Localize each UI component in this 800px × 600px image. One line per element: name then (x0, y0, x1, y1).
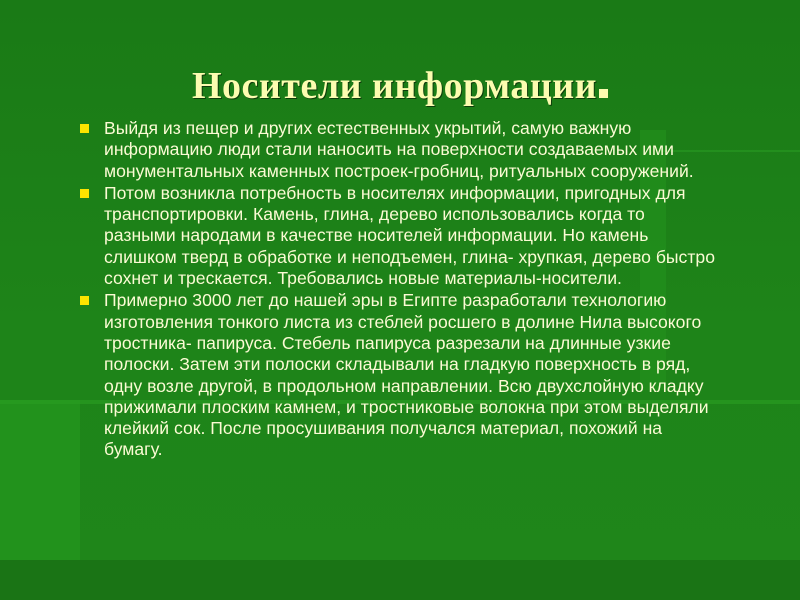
slide-title (0, 64, 800, 108)
square-bullet-icon (80, 296, 89, 305)
list-item-text: Выйдя из пещер и других естественных укрытий, самую важную информацию люди стали наносить на поверхности создаваемых ими монументальных каменных построек-гробниц, ритуальных сооружений. (104, 118, 694, 181)
bullet-list (80, 118, 720, 462)
square-bullet-icon (80, 124, 89, 133)
list-item-text: Потом возникла потребность в носителях информации, пригодных для транспортировки. Камень, глина, дерево использовались когда то разными народами в качестве носителей информации. Но камень слишком тверд в обработке и неподъемен, глина- хрупкая, дерево быстро сохнет и трескается. Требовались новые материалы-носители. (104, 182, 715, 289)
list-item-text: Примерно 3000 лет до нашей эры в Египте разработали технологию изготовления тонкого листа из стеблей росшего в долине Нила высокого тростника- папируса. Стебель папируса разрезали на длинные узкие полоски. Затем эти полоски складывали на гладкую поверхность в ряд, одну возле другой, в продольном направлении. Всю двухслойную кладку прижимали плоским камнем, и тростниковые волокна при этом выделяли клейкий сок. После просушивания получался материал, похожий на бумагу. (104, 290, 709, 460)
title-square-dot (599, 89, 608, 98)
slide-title-text: Носители информации (191, 65, 597, 107)
list-item (80, 183, 720, 289)
decorative-stripe (0, 560, 800, 600)
list-item (80, 290, 720, 460)
list-item (80, 118, 720, 182)
square-bullet-icon (80, 189, 89, 198)
